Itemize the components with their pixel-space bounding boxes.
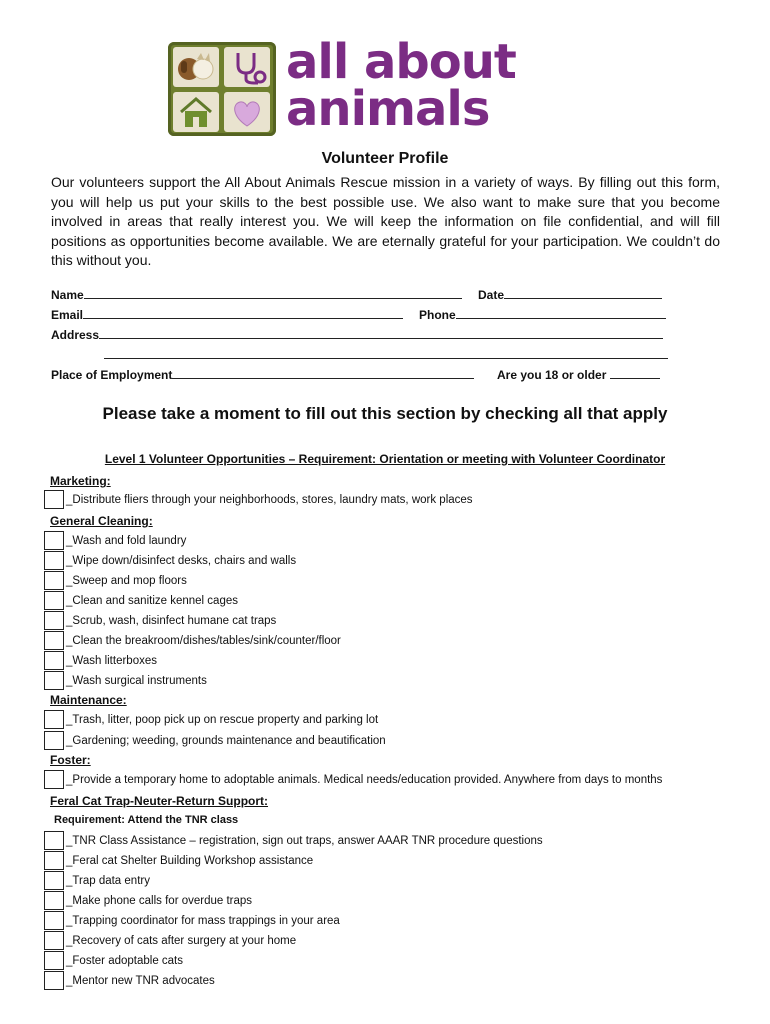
employment-field[interactable] xyxy=(51,366,474,382)
category-feral-cat-tnr: Feral Cat Trap-Neuter-Return Support: xyxy=(50,794,269,808)
category-marketing: Marketing: xyxy=(50,474,111,488)
checkbox[interactable] xyxy=(44,871,64,890)
checkbox[interactable] xyxy=(44,770,64,789)
intro-paragraph: Our volunteers support the All About Animals Rescue mission in a variety of ways. By filling out this form, you will help us put your skills to the best possible use. We also want to make sure that you become involved in areas that really interest you. We will keep the information on file confidential, and will fill positions as opportunities become available. We are eternally grateful for your participation. We couldn’t do this without you. xyxy=(51,174,720,268)
checkbox-label: _ Scrub, wash, disinfect humane cat traps xyxy=(66,615,276,627)
checkbox-label: _ Wash litterboxes xyxy=(66,655,157,667)
phone-label: Phone xyxy=(419,308,456,322)
checkbox-label: _ Wipe down/disinfect desks, chairs and walls xyxy=(66,555,296,567)
checkbox-label: _ Distribute fliers through your neighborhoods, stores, laundry mats, work places xyxy=(66,494,473,506)
date-field[interactable] xyxy=(478,286,662,302)
checkbox-label: _ Feral cat Shelter Building Workshop assistance xyxy=(66,855,313,867)
address-field[interactable] xyxy=(51,326,663,342)
checkbox-label: _ Trap data entry xyxy=(66,875,150,887)
checkbox[interactable] xyxy=(44,911,64,930)
checkbox-label: _ Trash, litter, poop pick up on rescue property and parking lot xyxy=(66,714,378,726)
checkbox-label: _ Clean and sanitize kennel cages xyxy=(66,595,238,607)
address-field-line2[interactable] xyxy=(104,346,668,362)
checkbox-label: _ Recovery of cats after surgery at your home xyxy=(66,935,296,947)
checkbox-label: _ Wash and fold laundry xyxy=(66,535,186,547)
all-about-animals-logo xyxy=(168,34,578,138)
category-maintenance: Maintenance: xyxy=(50,693,127,707)
checkbox-label: _ Gardening; weeding, grounds maintenance and beautification xyxy=(66,735,386,747)
phone-line[interactable] xyxy=(456,306,666,319)
category-foster: Foster: xyxy=(50,753,91,767)
address-label: Address xyxy=(51,328,100,342)
checkbox[interactable] xyxy=(44,551,64,570)
checkbox[interactable] xyxy=(44,531,64,550)
checkbox-label: _ Wash surgical instruments xyxy=(66,675,207,687)
checkbox[interactable] xyxy=(44,931,64,950)
house-icon xyxy=(173,92,219,132)
checkbox[interactable] xyxy=(44,831,64,850)
heart-icon xyxy=(224,92,270,132)
checkbox-label: _ TNR Class Assistance – registration, sign out traps, answer AAAR TNR procedure questions xyxy=(66,835,543,847)
checkbox[interactable] xyxy=(44,490,64,509)
checkbox[interactable] xyxy=(44,951,64,970)
page-title: Volunteer Profile xyxy=(321,150,449,167)
checkbox-label: _ Trapping coordinator for mass trappings in your area xyxy=(66,915,340,927)
logo-tiles xyxy=(168,42,276,136)
phone-field[interactable] xyxy=(419,306,666,322)
tnr-requirement: Requirement: Attend the TNR class xyxy=(54,814,239,826)
logo-text-line2: animals xyxy=(286,81,490,137)
checkbox[interactable] xyxy=(44,571,64,590)
address-line[interactable] xyxy=(99,326,663,339)
checkbox[interactable] xyxy=(44,731,64,750)
checkbox[interactable] xyxy=(44,671,64,690)
stethoscope-icon xyxy=(224,47,270,87)
checkbox[interactable] xyxy=(44,710,64,729)
checkbox[interactable] xyxy=(44,631,64,650)
age-line[interactable] xyxy=(610,366,660,379)
checkbox[interactable] xyxy=(44,891,64,910)
checkbox-label: _ Clean the breakroom/dishes/tables/sink/counter/floor xyxy=(66,635,341,647)
checkbox[interactable] xyxy=(44,591,64,610)
category-general-cleaning: General Cleaning: xyxy=(50,514,153,528)
age-field[interactable] xyxy=(497,366,660,382)
checkbox[interactable] xyxy=(44,611,64,630)
name-line[interactable] xyxy=(84,286,462,299)
checkbox-label: _ Foster adoptable cats xyxy=(66,955,183,967)
dog-cat-icon xyxy=(173,47,219,87)
email-label: Email xyxy=(51,308,84,322)
level-1-heading: Level 1 Volunteer Opportunities – Requirement: Orientation or meeting with Volunteer Coordinator xyxy=(104,452,666,466)
checkbox[interactable] xyxy=(44,971,64,990)
checkbox[interactable] xyxy=(44,651,64,670)
checkbox-label: _ Provide a temporary home to adoptable animals. Medical needs/education provided. Anywhere from days to months xyxy=(66,774,662,786)
logo-text-line1: all about xyxy=(286,34,516,90)
checkbox-label: _ Sweep and mop floors xyxy=(66,575,187,587)
checkbox[interactable] xyxy=(44,851,64,870)
checkbox-label: _ Mentor new TNR advocates xyxy=(66,975,215,987)
employment-label: Place of Employment xyxy=(51,368,173,382)
email-line[interactable] xyxy=(83,306,403,319)
name-label: Name xyxy=(51,288,84,302)
email-field[interactable] xyxy=(51,306,403,322)
employment-line[interactable] xyxy=(172,366,474,379)
name-field[interactable] xyxy=(51,286,462,302)
section-heading: Please take a moment to fill out this section by checking all that apply xyxy=(102,404,668,423)
address-line-2[interactable] xyxy=(104,346,668,359)
checkbox-label: _ Make phone calls for overdue traps xyxy=(66,895,252,907)
date-label: Date xyxy=(478,288,505,302)
date-line[interactable] xyxy=(504,286,662,299)
age-label: Are you 18 or older xyxy=(497,368,607,382)
